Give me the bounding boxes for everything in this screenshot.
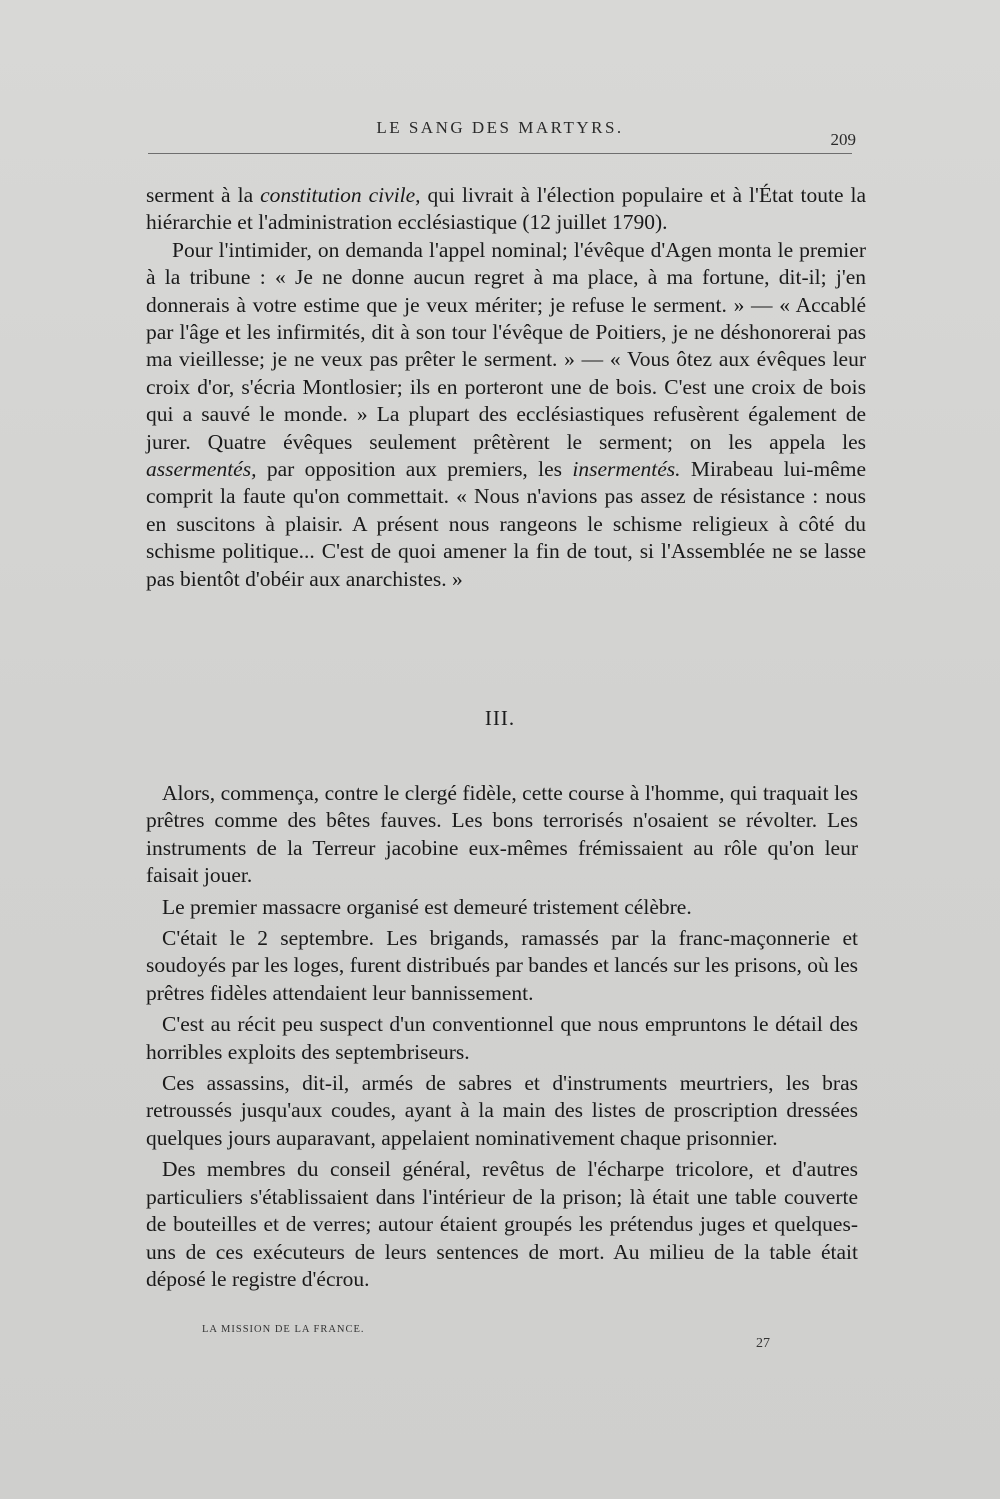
page-number: 209 [830, 130, 856, 149]
signature-mark: LA MISSION DE LA FRANCE. [202, 1324, 365, 1335]
paragraph: Alors, commença, contre le clergé fidèle, cette course à l'homme, qui traquait les prêtres comme des bêtes fauves. Les bons terrorisés n'osaient se révolter. Les instruments de la Terreur jacobine eux-mêmes frémissaient au rôle qu'on leur faisait jouer. [146, 781, 858, 888]
paragraph: Ces assassins, dit-il, armés de sabres et d'instruments meurtriers, les bras retroussés jusqu'aux coudes, ayant à la main des listes de proscription dressées quelques jours auparavant, appelaient nominativement chaque prisonnier. [146, 1071, 858, 1150]
paragraph: Des membres du conseil général, revêtus de l'écharpe tricolore, et d'autres particuliers s'établissaient dans l'intérieur de la prison; là était une table couverte de bouteilles et de verres; autour étaient groupés les prétendus juges et quelques-uns de ces exécuteurs de leurs sentences de mort. Au milieu de la table était déposé le registre d'écrou. [146, 1157, 858, 1291]
paragraph: serment à la constitution civile, qui livrait à l'élection populaire et à l'État toute la hiérarchie et l'administration ecclésiastique (12 juillet 1790). [146, 183, 867, 235]
running-title: LE SANG DES MARTYRS. [376, 118, 624, 137]
paragraph: Pour l'intimider, on demanda l'appel nominal; l'évêque d'Agen monta le premier à la tribune : « Je ne donne aucun regret à ma place, à ma fortune, dit-il; j'en donnerais à votre estime que je veux mériter; je refuse le serment. » — « Accablé par l'âge et les infirmités, dit à son tour l'évêque de Poitiers, je ne déshonorerai pas ma vieillesse; je ne veux pas prêter le serment. » — « Vous ôtez aux évêques leur croix d'or, s'écria Montlosier; ils en porteront une de bois. C'est une croix de bois qui a sauvé le monde. » La plupart des ecclésiastiques refusèrent également de jurer. Quatre évêques seulement prêtèrent le serment; on les appela les assermentés, par opposition aux premiers, les insermentés. Mirabeau lui-même comprit la faute qu'on commettait. « Nous n'avions pas assez de résistance : nous en suscitons à plaisir. A présent nous rangeons le schisme religieux à côté du schisme politique... C'est de quoi amener la fin de tout, si l'Assemblée ne se lasse pas bientôt d'obéir aux anarchistes. » [146, 237, 866, 591]
running-head [148, 118, 856, 149]
bottom-text-block [146, 780, 858, 1293]
top-text-block [146, 182, 866, 593]
paragraph: C'était le 2 septembre. Les brigands, ramassés par la franc-maçonnerie et soudoyés par les loges, furent distribués par bandes et lancés sur les prisons, où les prêtres fidèles attendaient leur bannissement. [146, 926, 858, 1005]
paragraph: C'est au récit peu suspect d'un conventionnel que nous empruntons le détail des horribles exploits des septembriseurs. [146, 1012, 858, 1064]
section-heading: III. [484, 706, 516, 730]
header-rule [148, 153, 852, 154]
sheet-number: 27 [756, 1336, 770, 1351]
paragraph: Le premier massacre organisé est demeuré tristement célèbre. [162, 894, 692, 919]
